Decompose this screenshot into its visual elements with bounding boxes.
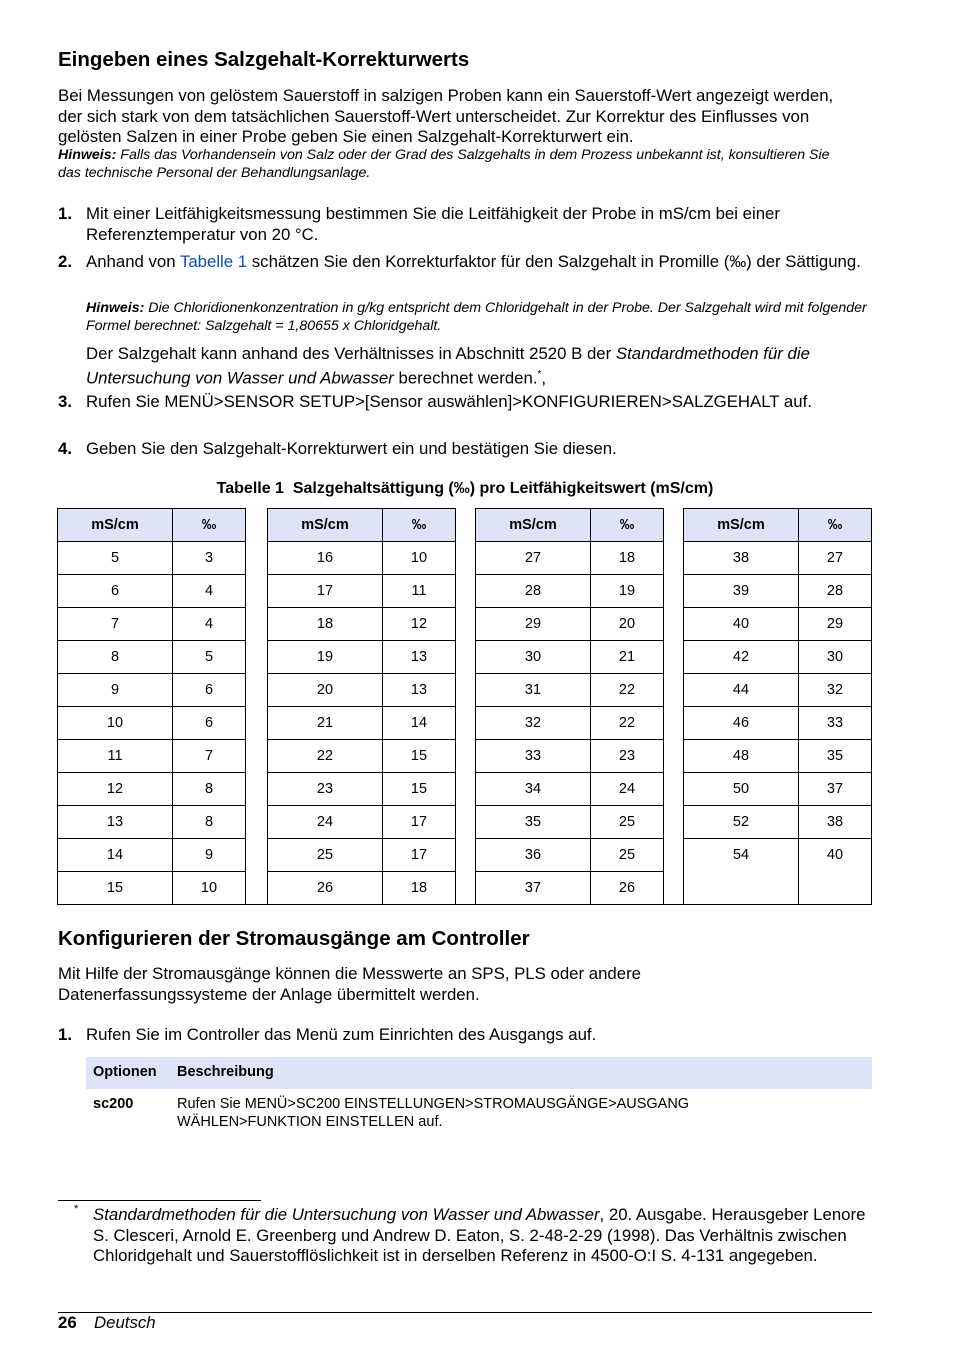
cell-ms-cm: 16	[268, 542, 383, 575]
cell-permille: 9	[173, 839, 246, 872]
cell-ms-cm: 13	[58, 806, 173, 839]
cell-ms-cm: 52	[684, 806, 799, 839]
footnote-italic: Standardmethoden für die Untersuchung von Wasser und Abwasser	[93, 1205, 600, 1224]
option-desc-sc200: Rufen Sie MENÜ>SC200 EINSTELLUNGEN>STROMAUSGÄNGE>AUSGANG WÄHLEN>FUNKTION EINSTELLEN auf.	[177, 1096, 690, 1130]
cell-ms-cm: 29	[476, 608, 591, 641]
step-2-extra-end: ,	[541, 368, 547, 388]
column-gap	[456, 542, 476, 575]
cell-permille: 15	[383, 773, 456, 806]
column-gap	[456, 707, 476, 740]
table-1-caption: Tabelle 1 Salzgehaltsättigung (‰) pro Leitfähigkeitswert (mS/cm)	[216, 480, 714, 497]
table-row	[58, 707, 872, 740]
column-gap	[664, 806, 684, 839]
cell-ms-cm: 34	[476, 773, 591, 806]
step-2-note-label: Hinweis:	[86, 300, 145, 316]
column-gap	[664, 641, 684, 674]
cell-ms-cm: 7	[58, 608, 173, 641]
footnote-text	[93, 1205, 875, 1267]
cell-ms-cm: 17	[268, 575, 383, 608]
table-row	[58, 740, 872, 773]
step-2-note-text: Die Chloridionenkonzentration in g/kg entspricht dem Chloridgehalt in der Probe. Der Salzgehalt wird mit folgender Formel berechnet: Salzgehalt = 1,80655 x Chloridgehalt.	[86, 300, 867, 334]
cell-permille: 38	[799, 806, 872, 839]
options-header-col1: Optionen	[93, 1064, 157, 1080]
cell-permille: 5	[173, 641, 246, 674]
header-ms-cm: mS/cm	[476, 509, 591, 542]
cell-ms-cm: 40	[684, 608, 799, 641]
options-header-col2: Beschreibung	[177, 1064, 274, 1080]
cell-ms-cm: 23	[268, 773, 383, 806]
column-gap	[664, 674, 684, 707]
column-gap	[246, 740, 268, 773]
header-permille: ‰	[383, 509, 456, 542]
cell-permille: 32	[799, 674, 872, 707]
table-row	[58, 542, 872, 575]
cell-permille: 17	[383, 839, 456, 872]
column-gap	[246, 806, 268, 839]
cell-ms-cm: 22	[268, 740, 383, 773]
salinity-intro: Bei Messungen von gelöstem Sauerstoff in salzigen Proben kann ein Sauerstoff-Wert angezeigt werden, der sich stark von dem tatsächlichen Sauerstoff-Wert unterscheidet. Zur Korrektur des Einflusses von gelösten Salzen in einer Probe geben Sie einen Salzgehalt-Korrekturwert ein.	[58, 86, 834, 146]
column-gap	[664, 707, 684, 740]
cell-permille: 26	[591, 872, 664, 905]
table-row	[58, 773, 872, 806]
table-row	[58, 575, 872, 608]
column-gap	[246, 773, 268, 806]
column-gap	[664, 740, 684, 773]
step-2-pre: Anhand von	[86, 252, 180, 271]
cell-permille: 10	[383, 542, 456, 575]
salinity-note	[58, 146, 848, 182]
cell-permille: 23	[591, 740, 664, 773]
column-gap	[246, 542, 268, 575]
cell-permille: 24	[591, 773, 664, 806]
cell-ms-cm: 44	[684, 674, 799, 707]
column-gap	[456, 608, 476, 641]
cell-ms-cm: 10	[58, 707, 173, 740]
cell-ms-cm: 46	[684, 707, 799, 740]
option-name-sc200: sc200	[93, 1096, 134, 1112]
footnote-ref[interactable]: *	[537, 368, 542, 380]
column-gap	[246, 575, 268, 608]
column-gap	[456, 641, 476, 674]
column-gap	[456, 674, 476, 707]
cell-ms-cm: 24	[268, 806, 383, 839]
column-gap	[664, 872, 684, 905]
cell-permille: 18	[383, 872, 456, 905]
output-step-1-number: 1.	[58, 1025, 72, 1044]
cell-permille: 33	[799, 707, 872, 740]
step-2-extra-italic: Standardmethoden für die Untersuchung von Wasser und Abwasser	[86, 344, 810, 388]
table-row	[58, 839, 872, 872]
cell-permille: 6	[173, 707, 246, 740]
table-row	[58, 608, 872, 641]
column-gap	[246, 509, 268, 542]
section-title-current-outputs: Konfigurieren der Stromausgänge am Controller	[58, 927, 530, 950]
cell-permille: 20	[591, 608, 664, 641]
footnote-mark: *	[74, 1203, 79, 1215]
cell-permille: 4	[173, 575, 246, 608]
footnote-body: , 20. Ausgabe. Herausgeber Lenore S. Clesceri, Arnold E. Greenberg und Andrew D. Eaton, S. 2-48-2-29 (1998). Das Verhältnis zwischen Chloridgehalt und Sauerstofflöslichkeit ist in derselben Referenz in 4500-O:I S. 4-131 angegeben.	[93, 1205, 866, 1266]
table-1-link[interactable]: Tabelle 1	[179, 252, 248, 271]
cell-permille: 18	[591, 542, 664, 575]
cell-ms-cm: 31	[476, 674, 591, 707]
cell-ms-cm: 54	[684, 839, 799, 905]
cell-permille: 4	[173, 608, 246, 641]
column-gap	[456, 773, 476, 806]
header-ms-cm: mS/cm	[684, 509, 799, 542]
step-4-text: Geben Sie den Salzgehalt-Korrekturwert ein und bestätigen Sie diesen.	[86, 439, 617, 458]
header-permille: ‰	[591, 509, 664, 542]
current-outputs-intro: Mit Hilfe der Stromausgänge können die Messwerte an SPS, PLS oder andere Datenerfassungssysteme der Anlage übermittelt werden.	[58, 964, 642, 1004]
cell-ms-cm: 28	[476, 575, 591, 608]
header-permille: ‰	[799, 509, 872, 542]
cell-ms-cm: 39	[684, 575, 799, 608]
cell-ms-cm: 5	[58, 542, 173, 575]
table-row	[58, 674, 872, 707]
header-ms-cm: mS/cm	[58, 509, 173, 542]
column-gap	[246, 674, 268, 707]
step-2-extra	[86, 344, 861, 389]
step-1-text: Mit einer Leitfähigkeitsmessung bestimmen Sie die Leitfähigkeit der Probe in mS/cm bei einer Referenztemperatur von 20 °C.	[86, 204, 780, 244]
cell-ms-cm: 26	[268, 872, 383, 905]
cell-ms-cm: 6	[58, 575, 173, 608]
cell-permille: 40	[799, 839, 872, 905]
cell-permille: 12	[383, 608, 456, 641]
table-row	[58, 641, 872, 674]
cell-permille: 8	[173, 773, 246, 806]
cell-permille: 8	[173, 806, 246, 839]
column-gap	[456, 806, 476, 839]
cell-permille: 22	[591, 707, 664, 740]
cell-ms-cm: 27	[476, 542, 591, 575]
cell-permille: 3	[173, 542, 246, 575]
cell-permille: 14	[383, 707, 456, 740]
cell-ms-cm: 42	[684, 641, 799, 674]
cell-permille: 15	[383, 740, 456, 773]
step-1-number: 1.	[58, 204, 72, 223]
cell-ms-cm: 50	[684, 773, 799, 806]
cell-permille: 22	[591, 674, 664, 707]
cell-ms-cm: 36	[476, 839, 591, 872]
cell-permille: 19	[591, 575, 664, 608]
step-2-note	[86, 299, 876, 335]
column-gap	[456, 509, 476, 542]
cell-permille: 13	[383, 674, 456, 707]
step-2-number: 2.	[58, 252, 72, 271]
cell-permille: 17	[383, 806, 456, 839]
column-gap	[664, 509, 684, 542]
column-gap	[664, 575, 684, 608]
cell-permille: 6	[173, 674, 246, 707]
page-number: 26	[58, 1313, 77, 1332]
column-gap	[456, 740, 476, 773]
cell-ms-cm: 35	[476, 806, 591, 839]
cell-ms-cm: 14	[58, 839, 173, 872]
table-row	[58, 806, 872, 839]
column-gap	[664, 608, 684, 641]
cell-permille: 27	[799, 542, 872, 575]
header-ms-cm: mS/cm	[268, 509, 383, 542]
cell-permille: 30	[799, 641, 872, 674]
cell-permille: 10	[173, 872, 246, 905]
column-gap	[664, 773, 684, 806]
column-gap	[456, 575, 476, 608]
step-2-extra-pre: Der Salzgehalt kann anhand des Verhältnisses in Abschnitt 2520 B der	[86, 344, 616, 363]
step-2-post: schätzen Sie den Korrekturfaktor für den Salzgehalt in Promille (‰) der Sättigung.	[247, 252, 861, 271]
column-gap	[246, 872, 268, 905]
header-permille: ‰	[173, 509, 246, 542]
cell-ms-cm: 38	[684, 542, 799, 575]
step-3-number: 3.	[58, 392, 72, 411]
cell-permille: 11	[383, 575, 456, 608]
cell-permille: 25	[591, 806, 664, 839]
cell-ms-cm: 48	[684, 740, 799, 773]
table-header-row	[58, 509, 872, 542]
page-footer-divider	[58, 1312, 872, 1313]
cell-ms-cm: 30	[476, 641, 591, 674]
section-title-salinity: Eingeben eines Salzgehalt-Korrekturwerts	[58, 48, 470, 71]
step-4-number: 4.	[58, 439, 72, 458]
cell-ms-cm: 18	[268, 608, 383, 641]
cell-permille: 13	[383, 641, 456, 674]
step-2-text	[86, 252, 861, 273]
cell-permille: 21	[591, 641, 664, 674]
page-language: Deutsch	[94, 1313, 156, 1332]
step-3-text: Rufen Sie MENÜ>SENSOR SETUP>[Sensor auswählen]>KONFIGURIEREN>SALZGEHALT auf.	[86, 392, 812, 411]
cell-ms-cm: 11	[58, 740, 173, 773]
cell-ms-cm: 25	[268, 839, 383, 872]
cell-ms-cm: 19	[268, 641, 383, 674]
column-gap	[246, 707, 268, 740]
cell-ms-cm: 21	[268, 707, 383, 740]
footnote-divider	[58, 1200, 261, 1201]
salinity-table	[57, 508, 872, 905]
column-gap	[456, 839, 476, 872]
cell-ms-cm: 12	[58, 773, 173, 806]
cell-ms-cm: 33	[476, 740, 591, 773]
cell-ms-cm: 20	[268, 674, 383, 707]
options-header	[86, 1057, 872, 1089]
cell-permille: 7	[173, 740, 246, 773]
output-step-1-text: Rufen Sie im Controller das Menü zum Einrichten des Ausgangs auf.	[86, 1025, 597, 1044]
cell-permille: 35	[799, 740, 872, 773]
cell-permille: 25	[591, 839, 664, 872]
column-gap	[664, 542, 684, 575]
note-label: Hinweis:	[58, 147, 117, 163]
cell-permille: 28	[799, 575, 872, 608]
cell-ms-cm: 37	[476, 872, 591, 905]
column-gap	[246, 608, 268, 641]
note-text: Falls das Vorhandensein von Salz oder der Grad des Salzgehalts in dem Prozess unbekannt ist, konsultieren Sie das technische Personal der Behandlungsanlage.	[58, 147, 830, 181]
cell-ms-cm: 15	[58, 872, 173, 905]
cell-ms-cm: 8	[58, 641, 173, 674]
cell-permille: 29	[799, 608, 872, 641]
column-gap	[246, 641, 268, 674]
column-gap	[664, 839, 684, 872]
column-gap	[246, 839, 268, 872]
cell-ms-cm: 32	[476, 707, 591, 740]
cell-permille: 37	[799, 773, 872, 806]
cell-ms-cm: 9	[58, 674, 173, 707]
column-gap	[456, 872, 476, 905]
step-2-extra-post: berechnet werden.	[393, 368, 538, 388]
